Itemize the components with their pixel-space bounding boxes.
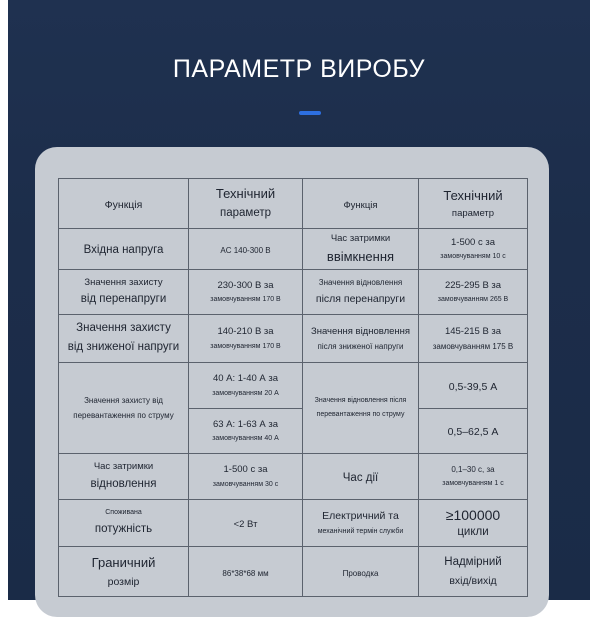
parameter-cell: 1-500 с за замовчуванням 10 с (419, 229, 528, 270)
title-underline-accent (299, 111, 321, 115)
parameter-cell: 145-215 В за замовчуванням 175 В (419, 315, 528, 363)
page-title: ПАРАМЕТР ВИРОБУ (172, 55, 426, 83)
header-function: Функція (59, 179, 189, 229)
function-cell: Електричний та механічний термін служби (303, 500, 419, 547)
spec-table (58, 178, 528, 597)
function-cell: Час затримки відновлення (59, 454, 189, 500)
table-row (59, 454, 528, 500)
table-row (59, 363, 528, 409)
parameter-cell: 140-210 В за замовчуванням 170 В (189, 315, 303, 363)
table-row (59, 547, 528, 597)
parameter-cell: <2 Вт (189, 500, 303, 547)
header-parameter: Технічний параметр (419, 179, 528, 229)
function-cell: Значення відновлення після перевантаження по струму (303, 363, 419, 454)
parameter-cell: 225-295 В за замовчуванням 265 В (419, 270, 528, 315)
function-cell: Час затримки ввімкнення (303, 229, 419, 270)
header-function: Функція (303, 179, 419, 229)
function-cell: Значення відновлення після зниженої напруги (303, 315, 419, 363)
function-cell: Граничний розмір (59, 547, 189, 597)
table-row (59, 500, 528, 547)
parameter-cell: ≥100000 цикли (419, 500, 528, 547)
function-cell: Вхідна напруга (59, 229, 189, 270)
parameter-cell: 63 А: 1-63 А за замовчуванням 40 А (189, 409, 303, 454)
function-cell: Значення захисту від перевантаження по струму (59, 363, 189, 454)
spec-card (35, 147, 549, 617)
table-row (59, 229, 528, 270)
parameter-cell: 86*38*68 мм (189, 547, 303, 597)
function-cell: Проводка (303, 547, 419, 597)
function-cell: Споживана потужність (59, 500, 189, 547)
parameter-cell: AC 140-300 В (189, 229, 303, 270)
table-row (59, 315, 528, 363)
parameter-cell: 0,5–62,5 А (419, 409, 528, 454)
parameter-cell: 230-300 В за замовчуванням 170 В (189, 270, 303, 315)
header-parameter: Технічний параметр (189, 179, 303, 229)
function-cell: Час дії (303, 454, 419, 500)
function-cell: Значення відновлення після перенапруги (303, 270, 419, 315)
parameter-cell: Надмірний вхід/вихід (419, 547, 528, 597)
parameter-cell: 1-500 с за замовчуванням 30 с (189, 454, 303, 500)
table-header-row (59, 179, 528, 229)
function-cell: Значення захисту від зниженої напруги (59, 315, 189, 363)
parameter-cell: 0,5-39,5 А (419, 363, 528, 409)
parameter-cell: 0,1–30 с, за замовчуванням 1 с (419, 454, 528, 500)
parameter-cell: 40 А: 1-40 А за замовчуванням 20 А (189, 363, 303, 409)
table-row (59, 270, 528, 315)
function-cell: Значення захисту від перенапруги (59, 270, 189, 315)
